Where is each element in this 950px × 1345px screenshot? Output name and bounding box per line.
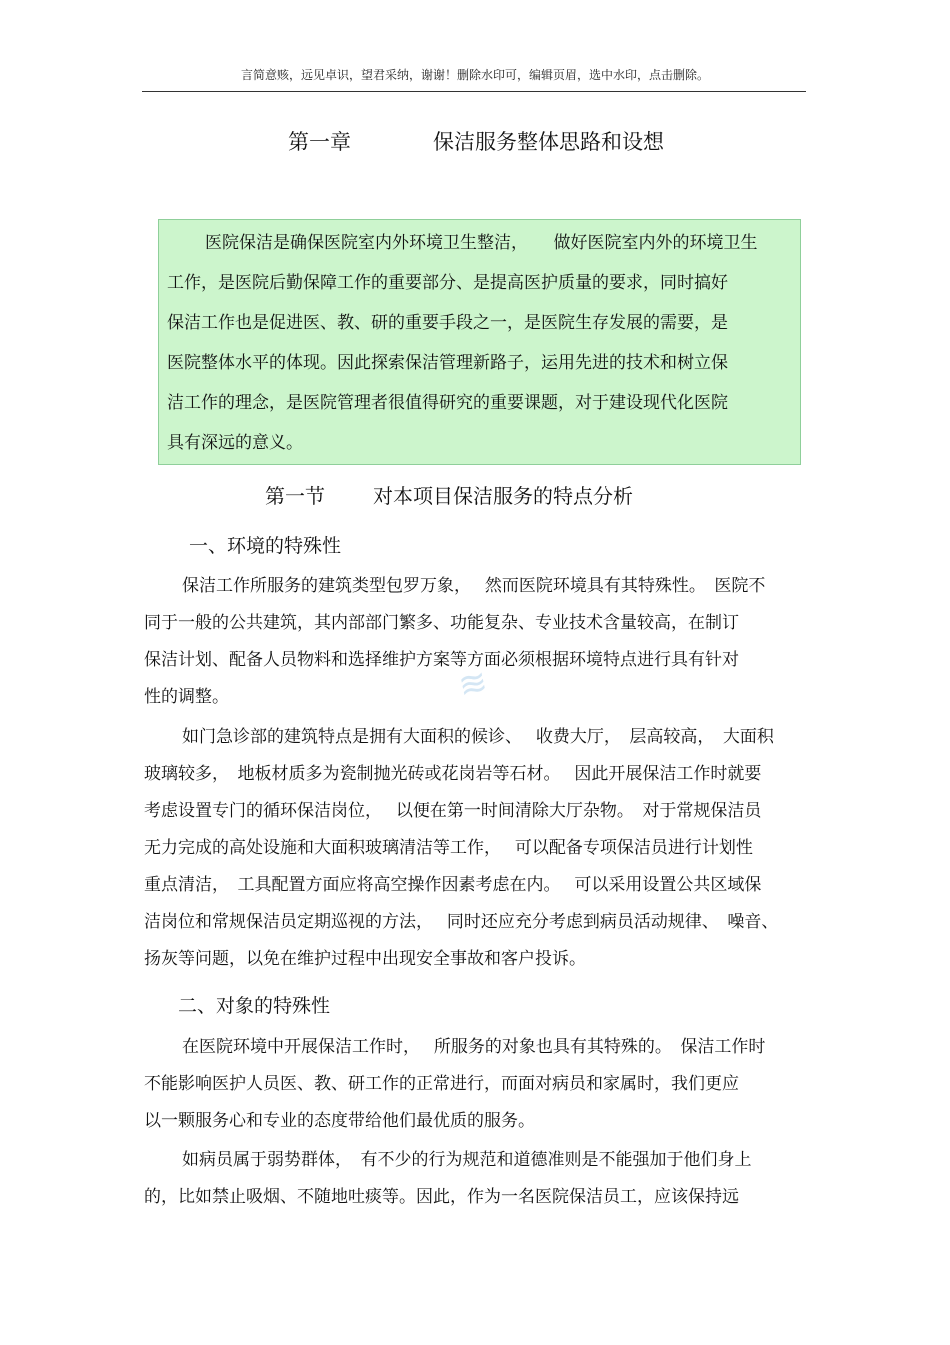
chapter-title: 保洁服务整体思路和设想 (433, 130, 664, 154)
section-number: 第一节 (265, 484, 325, 508)
intro-line: 医院保洁是确保医院室内外环境卫生整洁， 做好医院室内外的环境卫生 (205, 233, 758, 253)
intro-line: 医院整体水平的体现。因此探索保洁管理新路子，运用先进的技术和树立保 (167, 353, 728, 373)
section-title: 对本项目保洁服务的特点分析 (373, 484, 633, 508)
paragraph-line: 保洁计划、配备人员物料和选择维护方案等方面必须根据环境特点进行具有针对 (144, 650, 739, 670)
paragraph-line: 以一颗服务心和专业的态度带给他们最优质的服务。 (144, 1111, 535, 1131)
paragraph-line: 同于一般的公共建筑，其内部部门繁多、功能复杂、专业技术含量较高，在制订 (144, 613, 739, 633)
subsection-heading-object: 二、对象的特殊性 (178, 995, 331, 1017)
header-note: 言简意赅，远见卓识，望君采纳，谢谢！删除水印可，编辑页眉，选中水印，点击删除。 (240, 68, 709, 82)
intro-line: 具有深远的意义。 (167, 433, 303, 453)
paragraph-line: 如门急诊部的建筑特点是拥有大面积的候诊、 收费大厅， 层高较高， 大面积 (182, 727, 774, 747)
paragraph-line: 在医院环境中开展保洁工作时， 所服务的对象也具有其特殊的。 保洁工作时 (182, 1037, 766, 1057)
subsection-heading-environment: 一、环境的特殊性 (189, 535, 342, 557)
chapter-number: 第一章 (288, 130, 351, 154)
paragraph-line: 考虑设置专门的循环保洁岗位， 以便在第一时间清除大厅杂物。 对于常规保洁员 (144, 801, 762, 821)
paragraph-line: 玻璃较多， 地板材质多为瓷制抛光砖或花岗岩等石材。 因此开展保洁工作时就要 (144, 764, 762, 784)
paragraph-line: 扬灰等问题，以免在维护过程中出现安全事故和客户投诉。 (144, 949, 586, 969)
paragraph-line: 保洁工作所服务的建筑类型包罗万象， 然而医院环境具有其特殊性。 医院不 (182, 576, 766, 596)
paragraph-line: 重点清洁， 工具配置方面应将高空操作因素考虑在内。 可以采用设置公共区域保 (144, 875, 762, 895)
paragraph-line: 不能影响医护人员医、教、研工作的正常进行，而面对病员和家属时，我们更应 (144, 1074, 739, 1094)
paragraph-line: 如病员属于弱势群体， 有不少的行为规范和道德准则是不能强加于他们身上 (182, 1150, 752, 1170)
paragraph-line: 性的调整。 (144, 687, 229, 707)
paragraph-line: 的，比如禁止吸烟、不随地吐痰等。因此，作为一名医院保洁员工，应该保持远 (144, 1187, 739, 1207)
intro-box (158, 219, 801, 465)
paragraph-line: 无力完成的高处设施和大面积玻璃清洁等工作， 可以配备专项保洁员进行计划性 (144, 838, 753, 858)
intro-line: 工作，是医院后勤保障工作的重要部分、是提高医护质量的要求，同时搞好 (167, 273, 728, 293)
watermark-mark: ≋ (454, 661, 492, 707)
paragraph-line: 洁岗位和常规保洁员定期巡视的方法， 同时还应充分考虑到病员活动规律、 噪音、 (144, 912, 779, 932)
header-rule (142, 91, 806, 92)
intro-line: 保洁工作也是促进医、教、研的重要手段之一，是医院生存发展的需要，是 (167, 313, 728, 333)
intro-line: 洁工作的理念，是医院管理者很值得研究的重要课题，对于建设现代化医院 (167, 393, 728, 413)
